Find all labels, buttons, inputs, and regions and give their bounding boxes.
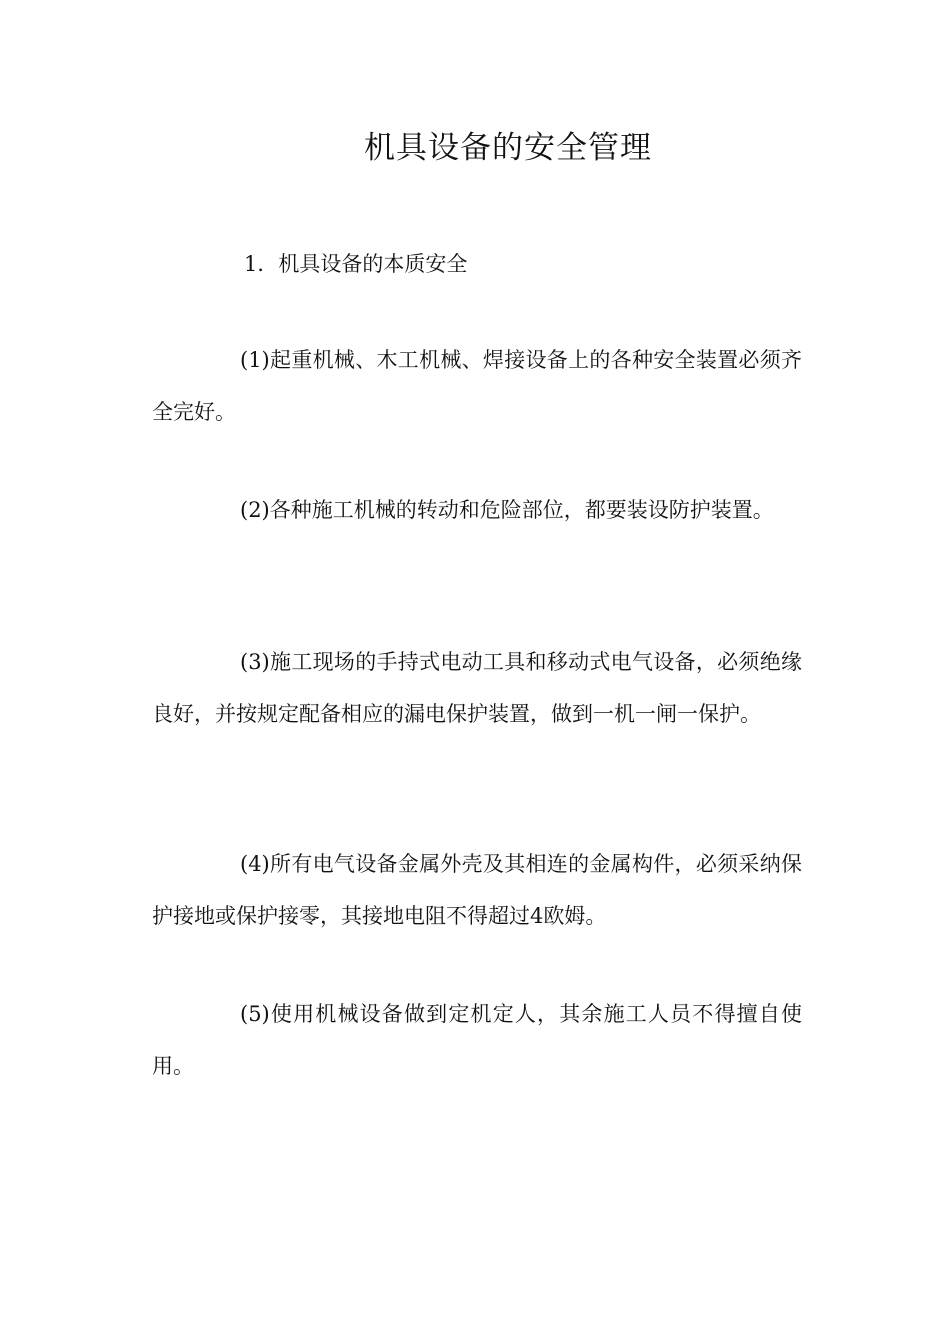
- paragraph-5: (5)使用机械设备做到定机定人，其余施工人员不得擅自使用。: [152, 1002, 802, 1078]
- paragraph-4: (4)所有电气设备金属外壳及其相连的金属构件，必须采纳保护接地或保护接零，其接地电阻不得超过4欧姆。: [152, 852, 802, 928]
- document-title: 机具设备的安全管理: [364, 130, 652, 166]
- paragraph-2: (2)各种施工机械的转动和危险部位，都要装设防护装置。: [240, 498, 774, 522]
- paragraph-1: (1)起重机械、木工机械、焊接设备上的各种安全装置必须齐全完好。: [152, 348, 802, 424]
- paragraph-3: (3)施工现场的手持式电动工具和移动式电气设备，必须绝缘良好，并按规定配备相应的漏电保护装置，做到一机一闸一保护。: [152, 650, 802, 726]
- section-heading: 1．机具设备的本质安全: [244, 252, 468, 276]
